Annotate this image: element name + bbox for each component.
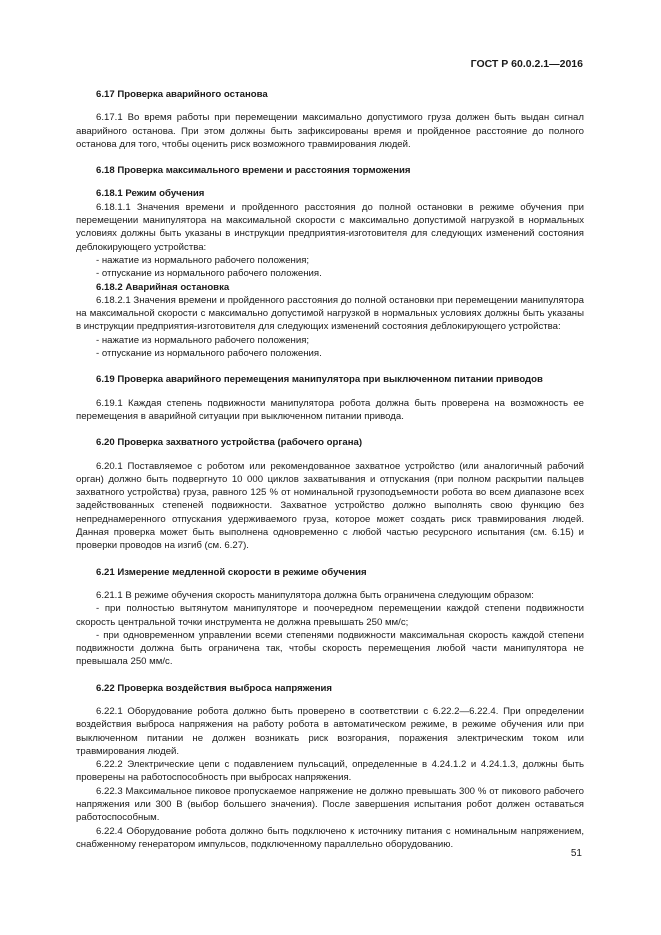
- section-heading: 6.20 Проверка захватного устройства (рабочего органа): [96, 437, 363, 449]
- section-heading: 6.21 Измерение медленной скорости в режиме обучения: [96, 566, 367, 578]
- subsection-heading: 6.18.1 Режим обучения: [96, 188, 205, 200]
- paragraph: 6.20.1 Поставляемое с роботом или рекомендованное захватное устройство (или аналогичный рабочий орган) должно быть подвергнуто 10 000 циклов захватывания и отпускания (при полном раскрытии пальцев захватного устройства) груза, равного 125 % от номинальной грузоподъемности робота во всем диапазоне всех задействованных степеней подвижности. Захватное устройство должно выполнять свою функцию без непреднамеренного отпускания удерживаемого груза, которое может создать риск травмирования людей. Данная проверка может быть выполнена одновременно с любой частью ресурсного испытания (см. 6.15) и проверки проводов на изгиб (см. 6.27).: [76, 460, 584, 552]
- paragraph: 6.22.1 Оборудование робота должно быть проверено в соответствии с 6.22.2—6.22.4. При определении воздействия выброса напряжения на работу робота в автоматическом режиме, в режиме обучения или при выключенном питании не должен возникать риск возгорания, поражения электрическим током или травмирования людей.: [76, 705, 584, 757]
- paragraph: 6.19.1 Каждая степень подвижности манипулятора робота должна быть проверена на возможность ее перемещения в аварийной ситуации при выключенном питании привода.: [76, 397, 584, 422]
- document-id: ГОСТ Р 60.0.2.1—2016: [470, 58, 583, 70]
- section-heading: 6.18 Проверка максимального времени и расстояния торможения: [96, 165, 411, 177]
- section-heading: 6.17 Проверка аварийного останова: [96, 89, 268, 100]
- paragraph: 6.22.3 Максимальное пиковое пропускаемое напряжение не должно превышать 300 % от пикового рабочего напряжения или 300 В (выбор большего значения). После завершения испытания робот должен оставаться работоспособным.: [76, 785, 584, 824]
- page-number: 51: [570, 848, 582, 859]
- paragraph-text: 6.17.1 Во время работы при перемещении максимально допустимого груза должен быть выдан сигнал аварийного останова. При этом должны быть зафиксированы время и пройденное расстояние до полного останова для того, чтобы оценить риск возможного травмирования людей.: [76, 112, 584, 150]
- list-item: - нажатие из нормального рабочего положения;: [96, 334, 310, 346]
- list-item: - отпускание из нормального рабочего положения.: [96, 268, 322, 280]
- section-heading: 6.22 Проверка воздействия выброса напряжения: [96, 682, 333, 694]
- paragraph: 6.22.2 Электрические цепи с подавлением пульсаций, определенные в 4.24.1.2 и 4.24.1.3, должны быть проверены на работоспособность при выбросах напряжения.: [76, 759, 584, 784]
- list-item: - отпускание из нормального рабочего положения.: [96, 348, 322, 360]
- paragraph: 6.21.1 В режиме обучения скорость манипулятора должна быть ограничена следующим образом:: [96, 589, 534, 601]
- list-item: - при одновременном управлении всеми степенями подвижности максимальная скорость каждой степени подвижности должна быть ограничена так, чтобы скорость перемещения любой части манипулятора не превышала 250 мм/с.: [76, 629, 584, 668]
- section-heading: 6.19 Проверка аварийного перемещения манипулятора при выключенном питании приводов: [96, 374, 543, 386]
- paragraph: [76, 111, 584, 151]
- page-content: [76, 88, 584, 851]
- paragraph: 6.22.4 Оборудование робота должно быть подключено к источнику питания с номинальным напряжением, снабженному генератором импульсов, подключенному параллельно оборудованию.: [76, 825, 584, 850]
- list-item: - при полностью вытянутом манипуляторе и поочередном перемещении каждой степени подвижности скорость центральной точки инструмента не должна превышать 250 мм/с;: [76, 603, 584, 628]
- subsection-heading: 6.18.2 Аварийная остановка: [96, 281, 230, 293]
- list-item: - нажатие из нормального рабочего положения;: [96, 254, 310, 266]
- paragraph: 6.18.1.1 Значения времени и пройденного расстояния до полной остановки в режиме обучения при перемещении манипулятора на максимальной скорости с максимально допустимой нагрузкой в нормальных условиях должны быть указаны в инструкции предприятия-изготовителя для следующих изменений состояния деблокирующего устройства:: [76, 201, 584, 253]
- paragraph: 6.18.2.1 Значения времени и пройденного расстояния до полной остановки при перемещении манипулятора на максимальной скорости с максимально допустимой нагрузкой в нормальных условиях должны быть указаны в инструкции предприятия-изготовителя для следующих изменений состояния деблокирующего устройства:: [76, 294, 584, 333]
